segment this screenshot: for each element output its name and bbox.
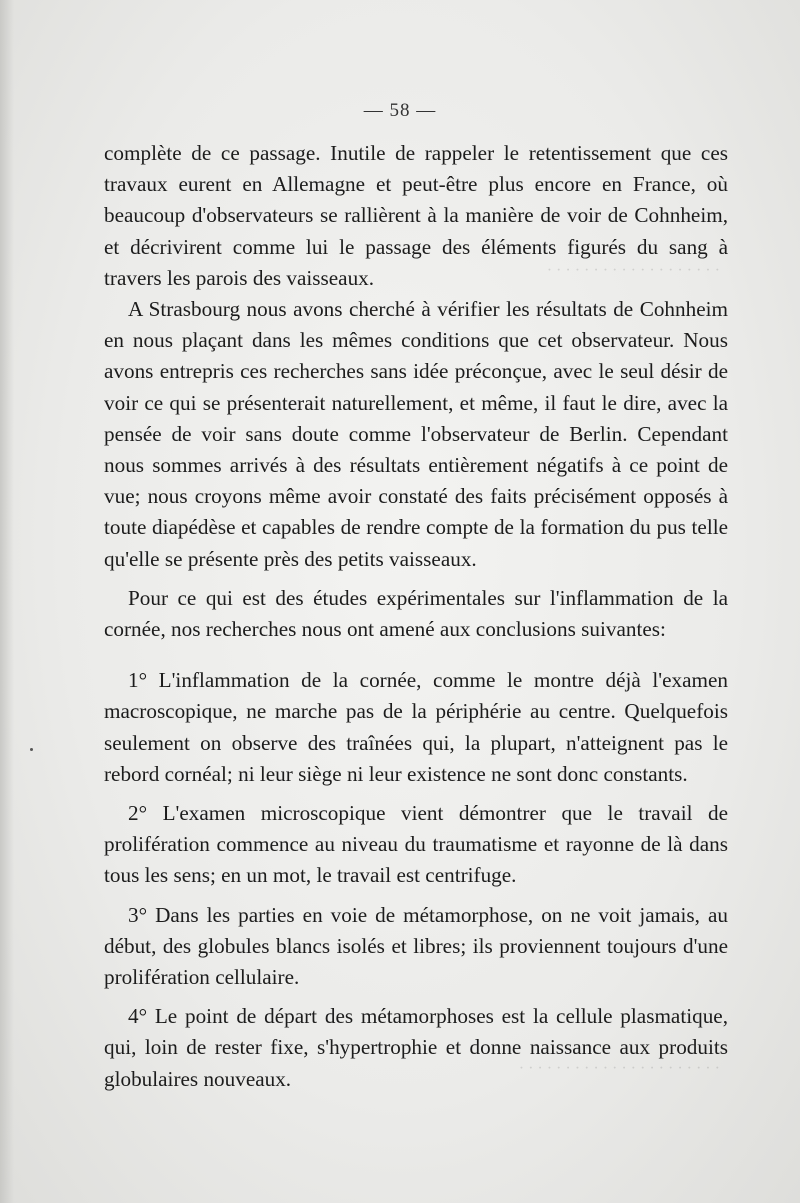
page-edge-shadow (0, 0, 14, 1203)
body-text (104, 138, 728, 1095)
conclusion-item: 1° L'inflammation de la cornée, comme le montre déjà l'examen macroscopique, ne marche pas de la périphérie au centre. Quelquefois seulement on observe des traînées qui, la plupart, n'atteignent pas le rebord cornéal; ni leur siège ni leur existence ne sont donc constants. (104, 668, 728, 786)
bleed-through-text: · · · · · · · · · · · · · · · · · · · · · · (518, 1060, 720, 1077)
bleed-through-text: · · · · · · · · · · · · · · · · · · · (546, 262, 720, 279)
conclusion-item: 3° Dans les parties en voie de métamorphose, on ne voit jamais, au début, des globules blancs isolés et libres; ils proviennent toujours d'une prolifération cellulaire. (104, 902, 728, 990)
conclusion-item: 4° Le point de départ des métamorphoses est la cellule plasmatique, qui, loin de rester fixe, s'hypertrophie et donne naissance aux produits globulaires nouveaux. (104, 1004, 728, 1091)
page-number: — 58 — (363, 100, 437, 121)
ink-speck (30, 748, 33, 751)
conclusion-item: 2° L'examen microscopique vient démontrer que le travail de prolifération commence au niveau du traumatisme et rayonne de là dans tous les sens; en un mot, le travail est centrifuge. (104, 801, 728, 888)
paragraph: complète de ce passage. Inutile de rappeler le retentissement que ces travaux eurent en Allemagne et peut-être plus encore en France, où beaucoup d'observateurs se rallièrent à la manière de voir de Cohnheim, et décrivirent comme lui le passage des éléments figurés du sang à travers les parois des vaisseaux. (104, 141, 728, 290)
paragraph: A Strasbourg nous avons cherché à vérifier les résultats de Cohnheim en nous plaçant dans les mêmes conditions que cet observateur. Nous avons entrepris ces recherches sans idée préconçue, avec le seul désir de voir ce qui se présenterait naturellement, et même, il faut le dire, avec la pensée de voir sans doute comme l'observateur de Berlin. Cependant nous sommes arrivés à des résultats entièrement négatifs à ce point de vue; nous croyons même avoir constaté des faits précisément opposés à toute diapédèse et capables de rendre compte de la formation du pus telle qu'elle se présente près des petits vaisseaux. (104, 297, 728, 571)
paragraph: Pour ce qui est des études expérimentales sur l'inflammation de la cornée, nos recherches nous ont amené aux conclusions suivantes: (104, 585, 728, 642)
